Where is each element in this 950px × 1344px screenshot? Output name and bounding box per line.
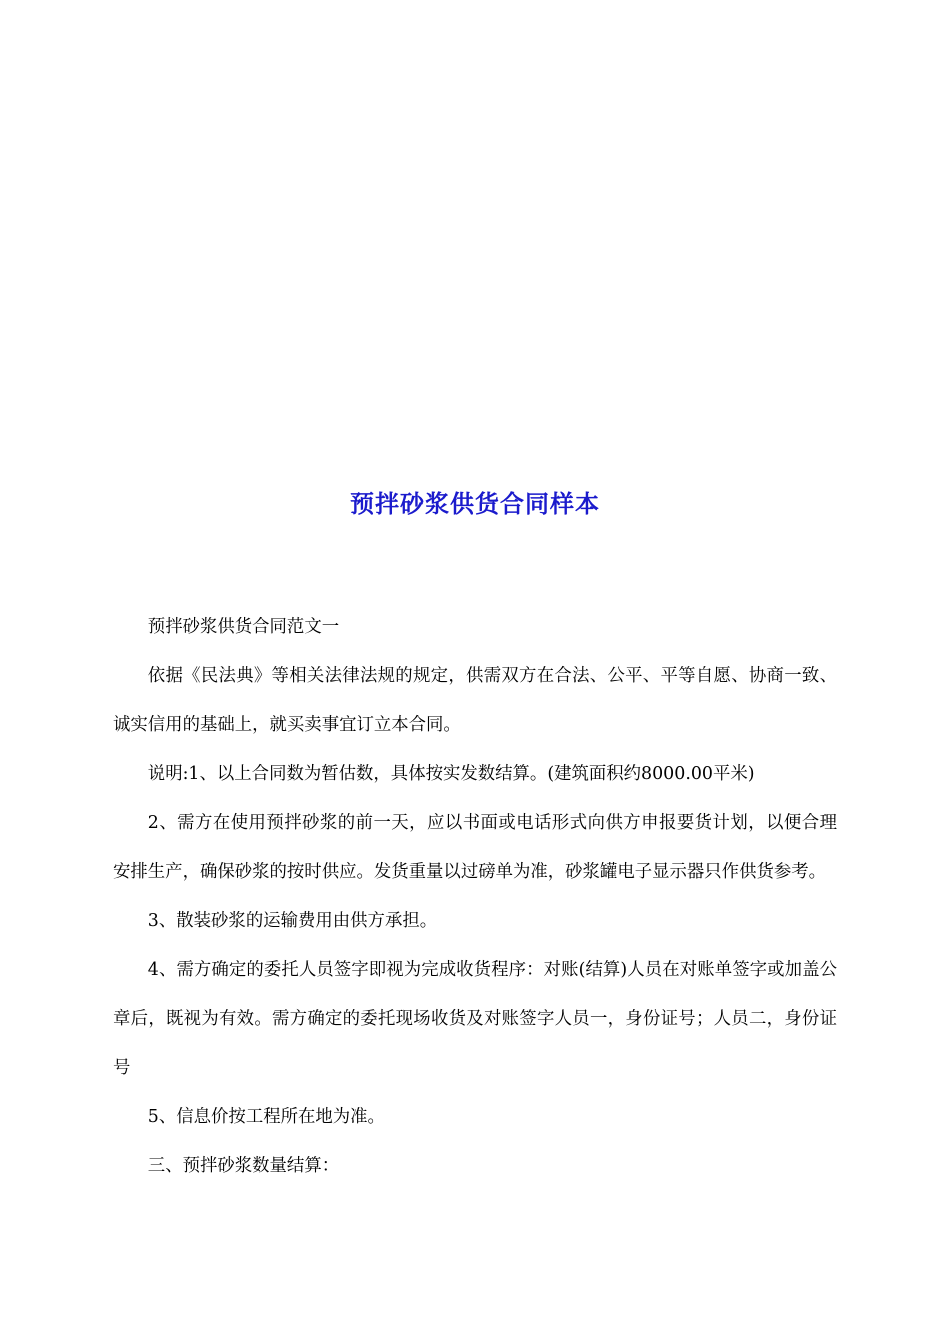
paragraph-note-3: 3、散装砂浆的运输费用由供方承担。	[147, 911, 438, 931]
document-body	[113, 603, 837, 1191]
paragraph-intro: 依据《民法典》等相关法律法规的规定，供需双方在合法、公平、平等自愿、协商一致、诚实信用的基础上，就买卖事宜订立本合同。	[113, 666, 837, 735]
paragraph-heading: 预拌砂浆供货合同范文一	[147, 617, 340, 637]
paragraph-section-3: 三、预拌砂浆数量结算：	[147, 1156, 340, 1176]
paragraph-note-1: 说明:1、以上合同数为暂估数，具体按实发数结算。(建筑面积约8000.00平米)	[147, 764, 755, 784]
document-title: 预拌砂浆供货合同样本	[350, 489, 600, 518]
paragraph-note-5: 5、信息价按工程所在地为准。	[147, 1107, 385, 1127]
paragraph-note-2: 2、需方在使用预拌砂浆的前一天，应以书面或电话形式向供方申报要货计划，以便合理安排生产，确保砂浆的按时供应。发货重量以过磅单为准，砂浆罐电子显示器只作供货参考。	[113, 813, 837, 882]
paragraph-note-4: 4、需方确定的委托人员签字即视为完成收货程序：对账(结算)人员在对账单签字或加盖公章后，既视为有效。需方确定的委托现场收货及对账签字人员一，身份证号；人员二，身份证号	[113, 960, 837, 1078]
